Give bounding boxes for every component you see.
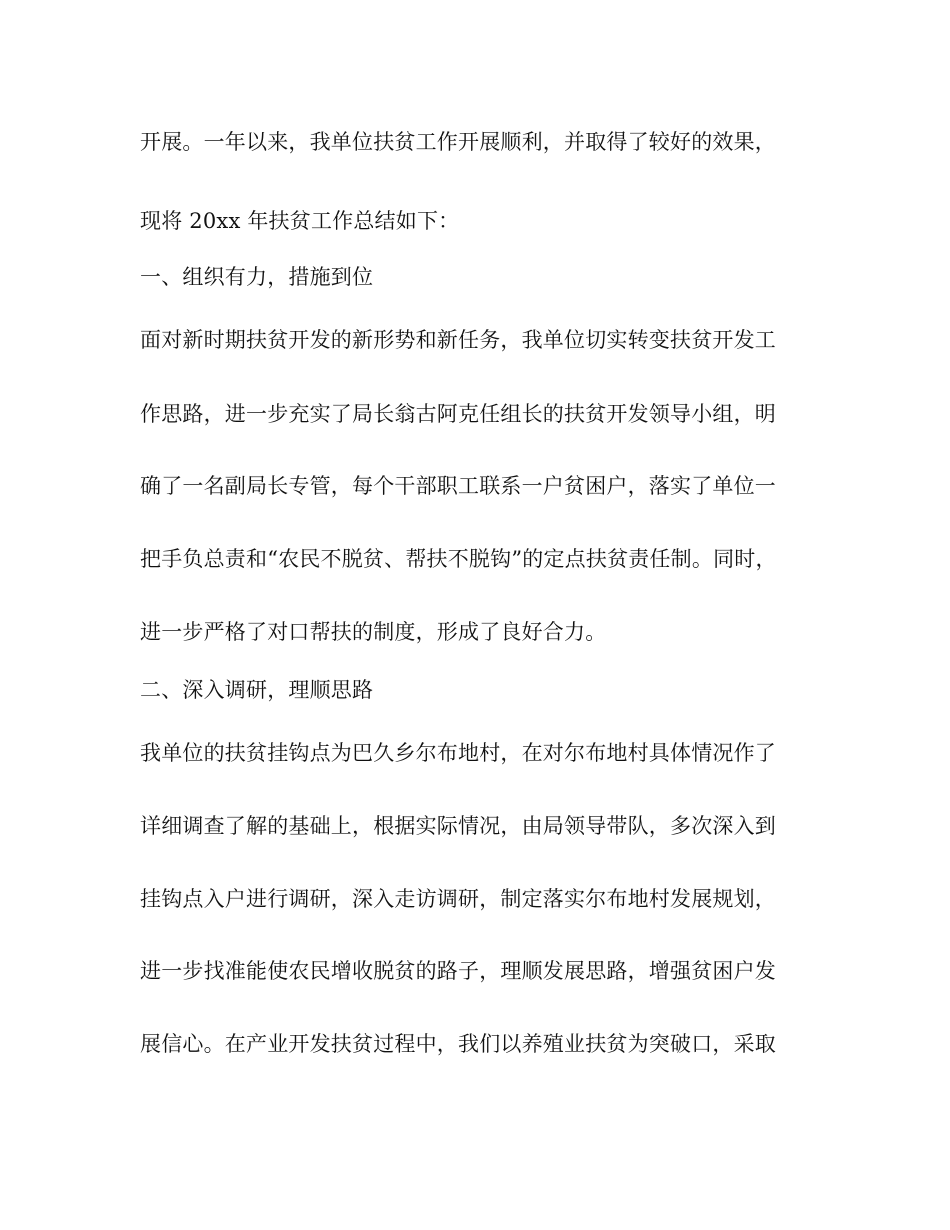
paragraph-line: 我单位的扶贫挂钩点为巴久乡尔布地村，在对尔布地村具体情况作了: [140, 741, 776, 765]
paragraph-line: 作思路，进一步充实了局长翁古阿克任组长的扶贫开发领导小组，明: [140, 402, 776, 426]
paragraph-line: 详细调查了解的基础上，根据实际情况，由局领导带队，多次深入到: [140, 814, 776, 838]
paragraph-line: 开展。一年以来，我单位扶贫工作开展顺利，并取得了较好的效果，: [140, 130, 776, 154]
section-heading: 二、深入调研，理顺思路: [140, 678, 374, 702]
paragraph-line: 把手负总责和“农民不脱贫、帮扶不脱钩”的定点扶贫责任制。同时，: [140, 547, 777, 571]
paragraph-line: 现将 20xx 年扶贫工作总结如下：: [140, 209, 460, 233]
paragraph-line: 进一步严格了对口帮扶的制度，形成了良好合力。: [140, 620, 607, 644]
paragraph-line: 确了一名副局长专管，每个干部职工联系一户贫困户，落实了单位一: [140, 474, 776, 498]
paragraph-line: 进一步找准能使农民增收脱贫的路子，理顺发展思路，增强贫困户发: [140, 959, 776, 983]
paragraph-line: 挂钩点入户进行调研，深入走访调研，制定落实尔布地村发展规划，: [140, 887, 776, 911]
paragraph-line: 面对新时期扶贫开发的新形势和新任务，我单位切实转变扶贫开发工: [140, 328, 776, 352]
section-heading: 一、组织有力，措施到位: [140, 265, 374, 289]
paragraph-line: 展信心。在产业开发扶贫过程中，我们以养殖业扶贫为突破口，采取: [140, 1032, 776, 1056]
